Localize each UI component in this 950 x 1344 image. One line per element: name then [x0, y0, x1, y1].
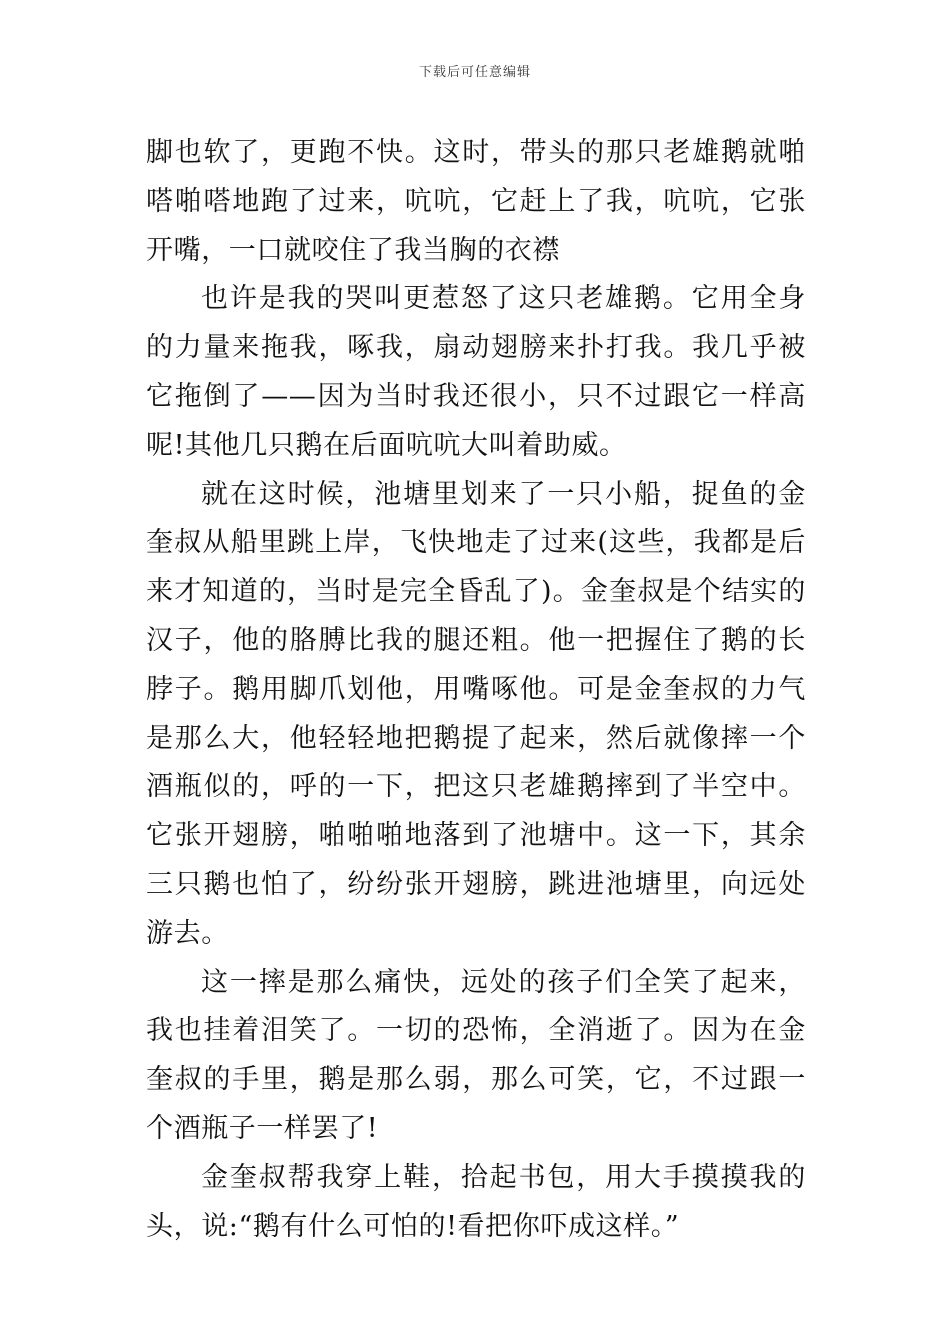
paragraph-3: 就在这时候，池塘里划来了一只小船，捉鱼的金奎叔从船里跳上岸，飞快地走了过来(这些，我都是后来才知道的，当时是完全昏乱了)。金奎叔是个结实的汉子，他的胳膊比我的腿还粗。他一把握住了鹅的长脖子。鹅用脚爪划他，用嘴啄他。可是金奎叔的力气是那么大，他轻轻地把鹅提了起来，然后就像摔一个酒瓶似的，呼的一下，把这只老雄鹅摔到了半空中。它张开翅膀，啪啪啪地落到了池塘中。这一下，其余三只鹅也怕了，纷纷张开翅膀，跳进池塘里，向远处游去。	[146, 478, 806, 949]
paragraph-4: 这一摔是那么痛快，远处的孩子们全笑了起来，我也挂着泪笑了。一切的恐怖，全消逝了。因为在金奎叔的手里，鹅是那么弱，那么可笑，它，不过跟一个酒瓶子一样罢了!	[146, 966, 806, 1144]
paragraph-2: 也许是我的哭叫更惹怒了这只老雄鹅。它用全身的力量来拖我，啄我，扇动翅膀来扑打我。我几乎被它拖倒了——因为当时我还很小，只不过跟它一样高呢!其他几只鹅在后面吭吭大叫着助威。	[146, 283, 806, 461]
page-header: 下载后可任意编辑	[418, 65, 531, 80]
paragraph-5: 金奎叔帮我穿上鞋，拾起书包，用大手摸摸我的头，说:“鹅有什么可怕的!看把你吓成这样。”	[146, 1161, 806, 1242]
paragraph-1: 脚也软了，更跑不快。这时，带头的那只老雄鹅就啪嗒啪嗒地跑了过来，吭吭，它赶上了我，吭吭，它张开嘴，一口就咬住了我当胸的衣襟	[146, 137, 806, 266]
document-body	[146, 129, 806, 1251]
